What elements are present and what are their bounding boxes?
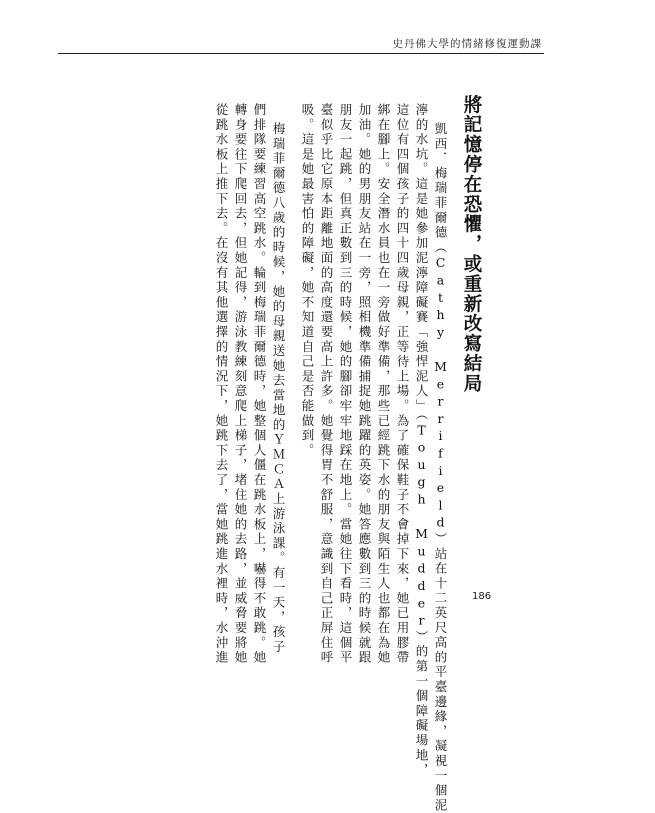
text-column: 加油。她的男朋友站在一旁，照相機準備捕捉她跳躍的英姿。她答應數到三的時候就跟 [357,103,372,666]
text-column: 們排隊要練習高空跳水。輪到梅瑞菲爾德時，她整個人僵在跳水板上，嚇得不敢跳。她 [252,103,267,666]
page-number: 186 [472,591,492,602]
chapter-title: 將記憶停在恐懼，或重新改寫結局 [461,95,482,394]
text-column: 凱西．梅瑞菲爾德（Cathy Merrifield）站在十二英尺高的平臺邊緣，凝視一個泥 [433,122,448,813]
text-column: 朋友一起跳，但真正數到三的時候，她的腳卻牢牢地踩在地上。當她往下看時，這個平 [338,103,353,666]
text-column: 這位有四個孩子的四十四歲母親，正等待上場。為了確保鞋子不會掉下來，她已用膠帶 [395,103,410,666]
header-rule [58,53,544,54]
text-column: 吸。這是她最害怕的障礙，她不知道自己是否能做到。 [300,103,315,459]
running-head: 史丹佛大學的情緒修復運動課 [392,38,542,50]
text-column: 梅瑞菲爾德八歲的時候，她的母親送她去當地的ＹＭＣＡ上游泳課。有一天，孩子 [271,122,286,655]
text-column: 濘的水坑。這是她參加泥濘障礙賽「強悍泥人」（Tough Mudder）的第一個障礙場地， [414,103,429,778]
text-column: 從跳水板上推下去。在沒有其他選擇的情況下，她跳下去了，當她跳進水裡時，水沖進 [214,103,229,666]
text-column: 轉身要往下爬回去，但她記得，游泳教練刻意爬上梯子，堵住她的去路，並威脅要將她 [233,103,248,666]
text-column: 綁在腳上。安全潛水員也在一旁做好準備，那些已經跳下水的朋友與陌生人也都在為她 [376,103,391,666]
text-column: 臺似乎比它原本距離地面的高度還要高上許多。她覺得胃不舒服，意識到自己正屏住呼 [319,103,334,666]
